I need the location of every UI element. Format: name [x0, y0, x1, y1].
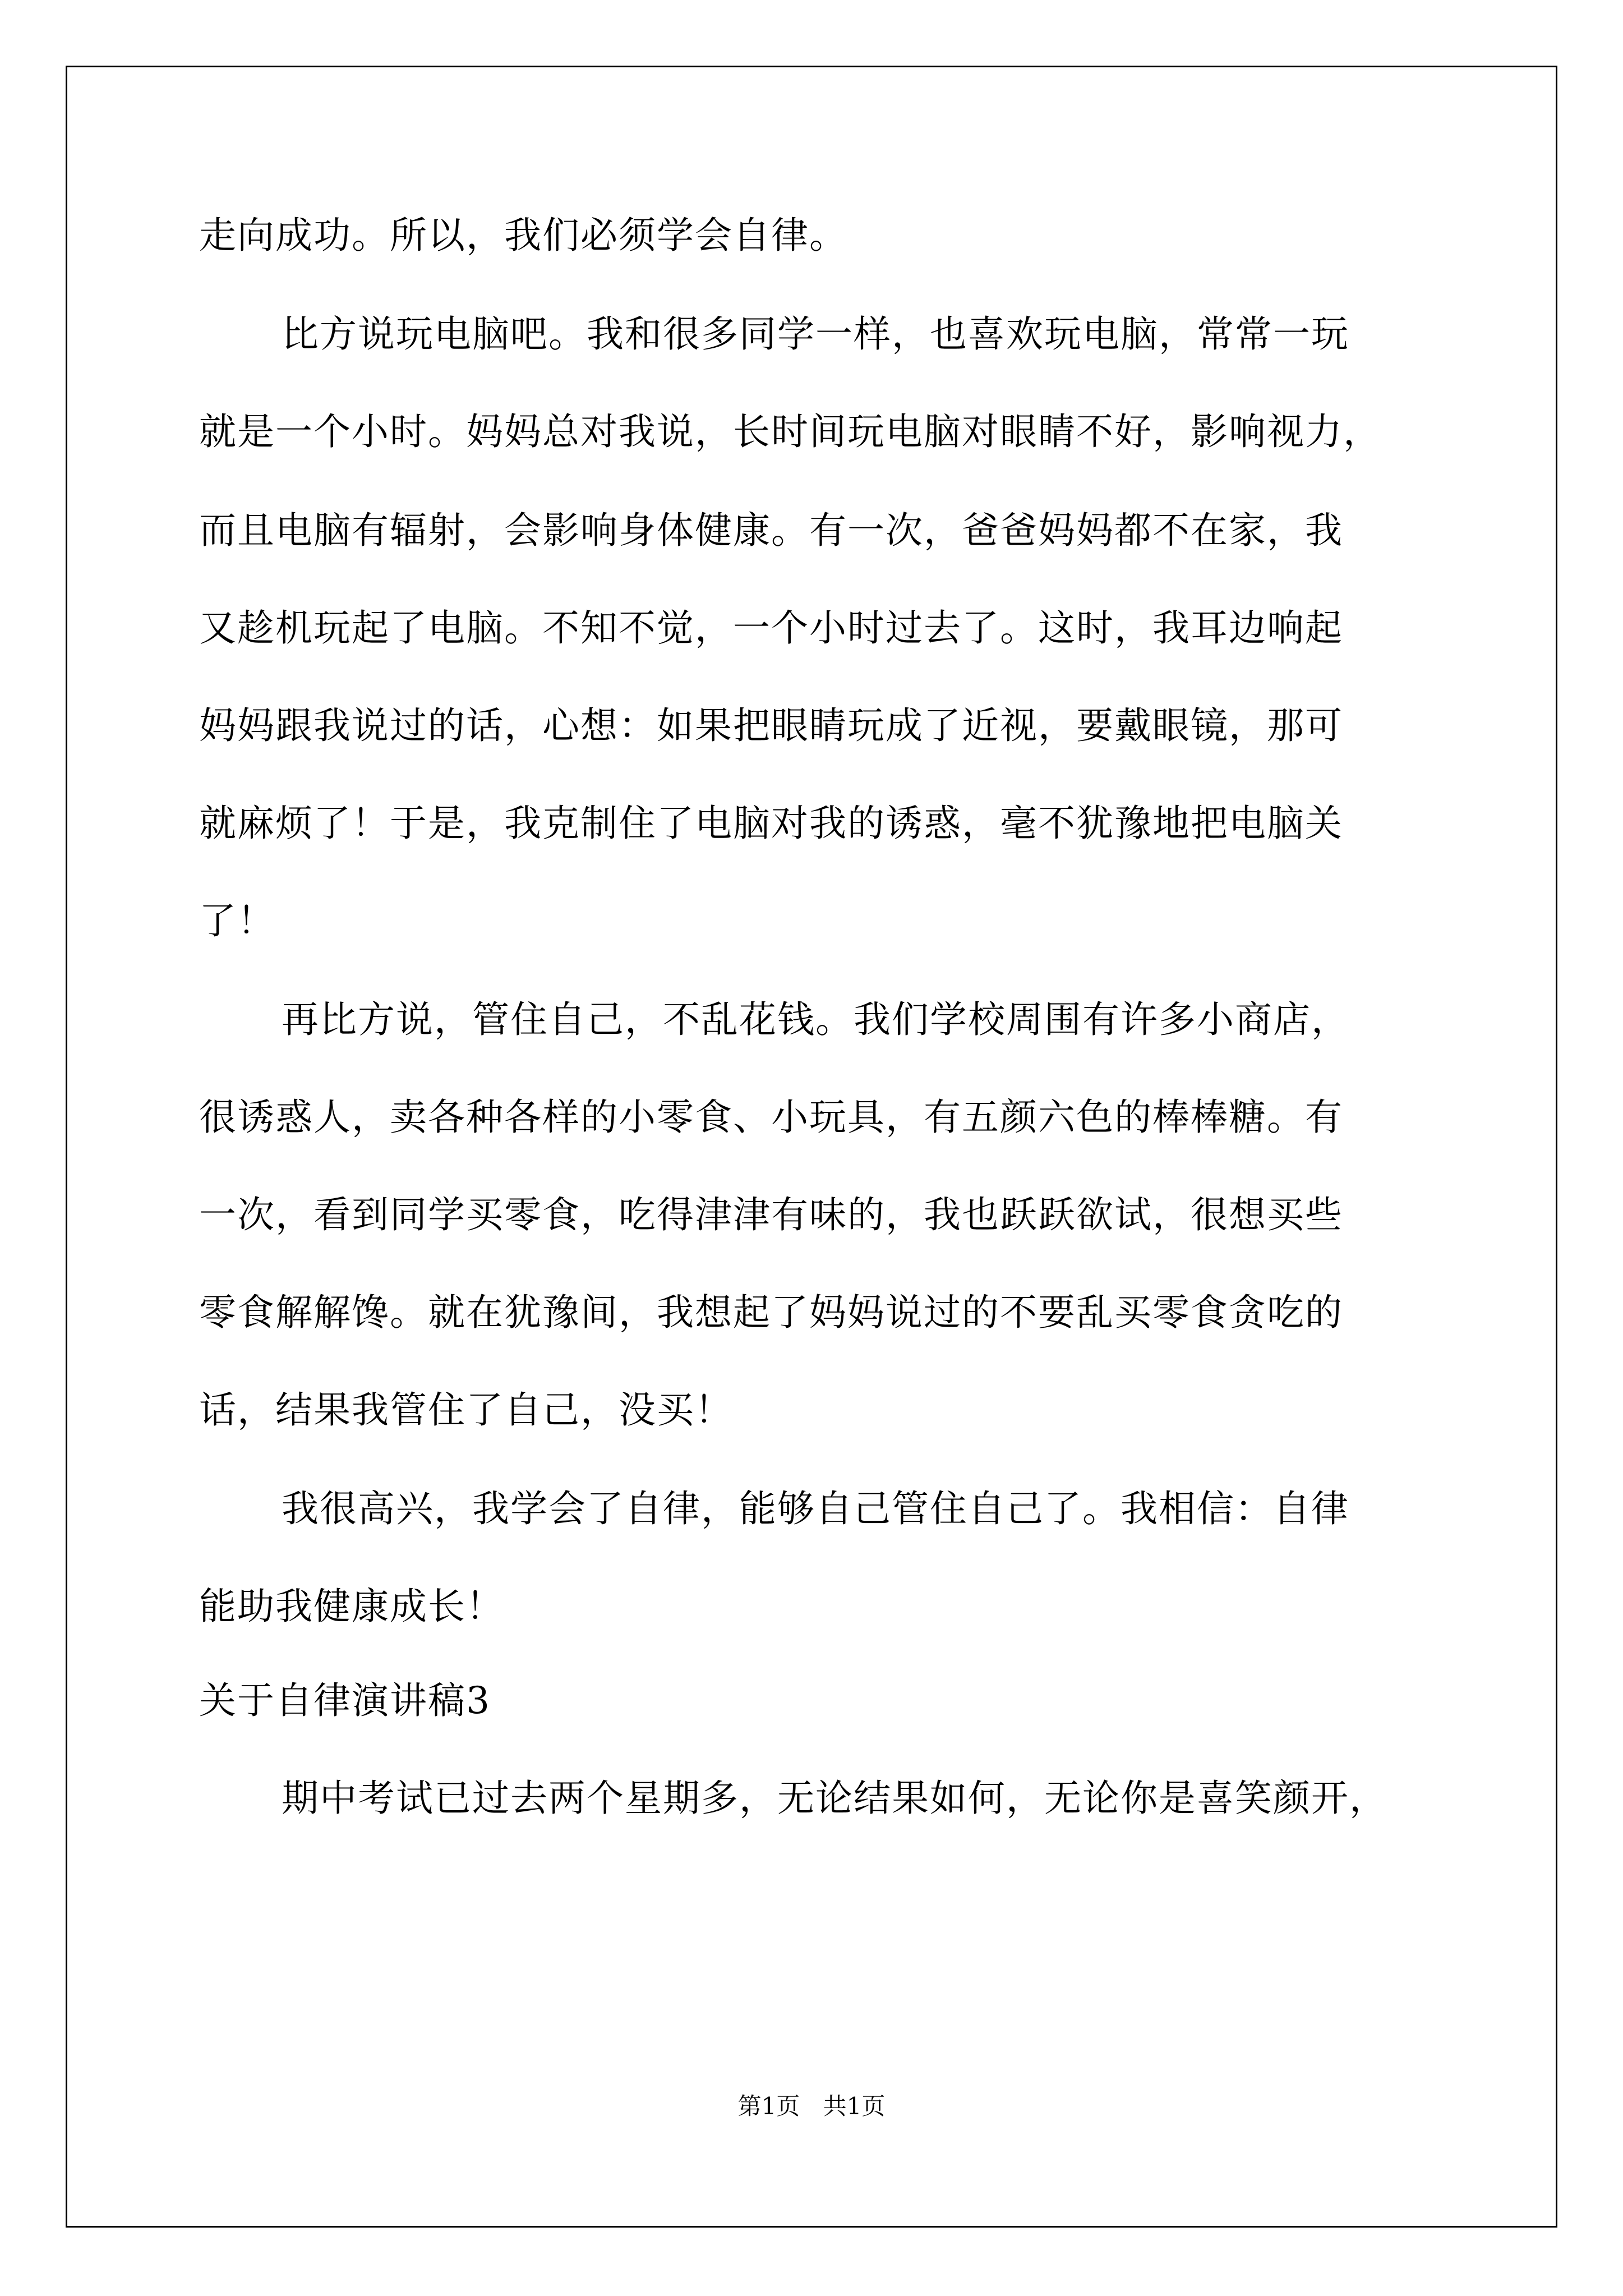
- text-line: 话，结果我管住了自己，没买！: [199, 1388, 733, 1432]
- text-line: 零食解解馋。就在犹豫间，我想起了妈妈说过的不要乱买零食贪吃的: [199, 1291, 1343, 1334]
- text-line: 了！: [199, 899, 275, 942]
- text-line: 而且电脑有辐射，会影响身体健康。有一次，爸爸妈妈都不在家，我: [199, 509, 1343, 552]
- text-line: 走向成功。所以，我们必须学会自律。: [199, 214, 847, 257]
- text-line: 一次，看到同学买零食，吃得津津有味的，我也跃跃欲试，很想买些: [199, 1193, 1343, 1236]
- page-number-current: 第1页: [737, 2092, 800, 2120]
- paragraph-first-line: 我很高兴，我学会了自律，能够自己管住自己了。我相信：自律: [282, 1487, 1349, 1530]
- paragraph-first-line: 比方说玩电脑吧。我和很多同学一样，也喜欢玩电脑，常常一玩: [282, 312, 1349, 356]
- text-line: 就麻烦了！于是，我克制住了电脑对我的诱惑，毫不犹豫地把电脑关: [199, 802, 1343, 845]
- paragraph-first-line: 期中考试已过去两个星期多，无论结果如何，无论你是喜笑颜开，: [282, 1777, 1387, 1820]
- text-line: 就是一个小时。妈妈总对我说，长时间玩电脑对眼睛不好，影响视力，: [199, 410, 1381, 453]
- text-line: 能助我健康成长！: [199, 1585, 504, 1628]
- paragraph-first-line: 再比方说，管住自己，不乱花钱。我们学校周围有许多小商店，: [282, 998, 1349, 1041]
- page-number-total: 共1页: [823, 2092, 886, 2120]
- text-line: 很诱惑人，卖各种各样的小零食、小玩具，有五颜六色的棒棒糖。有: [199, 1096, 1343, 1139]
- page-border: [66, 66, 1557, 2228]
- section-heading: 关于自律演讲稿3: [199, 1679, 491, 1722]
- text-line: 妈妈跟我说过的话，心想：如果把眼睛玩成了近视，要戴眼镜，那可: [199, 704, 1343, 747]
- page-footer: [0, 2092, 1623, 2120]
- text-line: 又趁机玩起了电脑。不知不觉，一个小时过去了。这时，我耳边响起: [199, 606, 1343, 650]
